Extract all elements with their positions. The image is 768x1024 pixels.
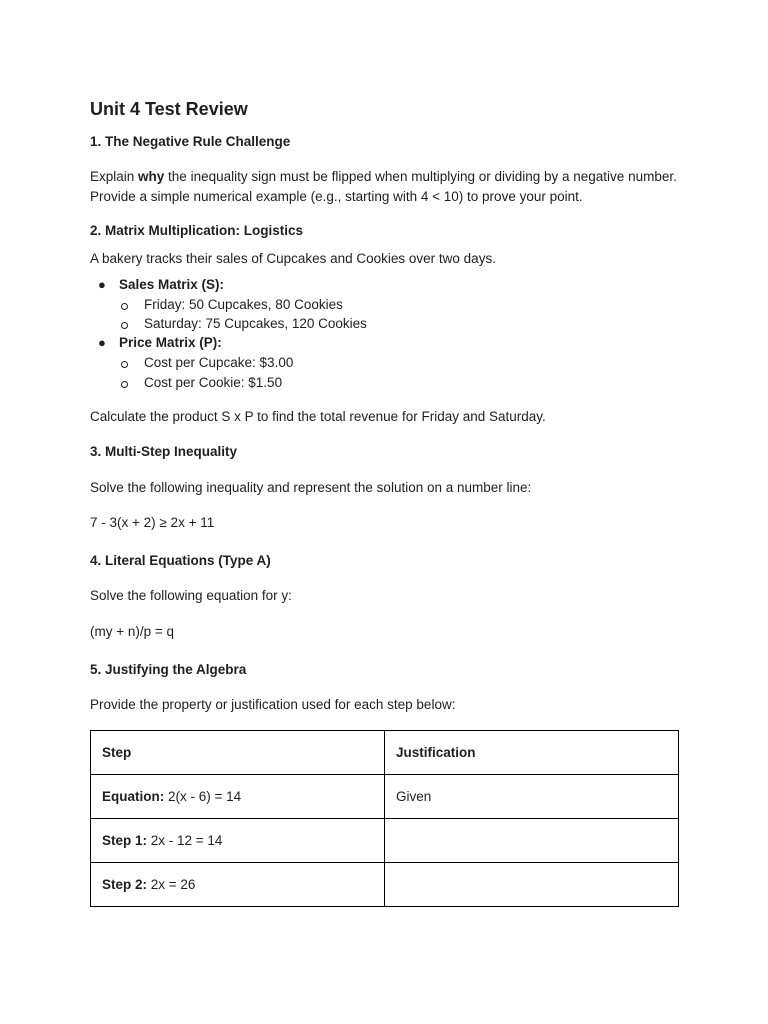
table-cell: Step 1: 2x - 12 = 14 bbox=[91, 819, 385, 863]
q3-heading: 3. Multi-Step Inequality bbox=[90, 444, 238, 459]
table-cell bbox=[385, 819, 679, 863]
table-row bbox=[91, 863, 679, 907]
q5-instruction: Provide the property or justification used for each step below: bbox=[90, 697, 456, 712]
circle-bullet-icon bbox=[121, 361, 128, 368]
q4-equation: (my + n)/p = q bbox=[90, 624, 175, 639]
bullet-icon: ● bbox=[98, 335, 106, 350]
table-row bbox=[91, 775, 679, 819]
q4-heading: 4. Literal Equations (Type A) bbox=[90, 553, 271, 568]
q2-heading: 2. Matrix Multiplication: Logistics bbox=[90, 223, 304, 238]
q3-instruction: Solve the following inequality and represent the solution on a number line: bbox=[90, 480, 532, 495]
circle-bullet-icon bbox=[121, 303, 128, 310]
page-title: Unit 4 Test Review bbox=[90, 99, 248, 119]
table-header-row bbox=[91, 731, 679, 775]
table-cell: Equation: 2(x - 6) = 14 bbox=[91, 775, 385, 819]
table-header-cell: Justification bbox=[385, 731, 679, 775]
table-cell: Given bbox=[385, 775, 679, 819]
q4-instruction: Solve the following equation for y: bbox=[90, 588, 292, 603]
justification-table bbox=[90, 730, 679, 907]
q3-equation: 7 - 3(x + 2) ≥ 2x + 11 bbox=[90, 515, 215, 530]
bullet-icon: ● bbox=[98, 277, 106, 292]
q1-text: Explain why the inequality sign must be flipped when multiplying or dividing by a negative number. Provide a simple numerical example (e.g., starting with 4 < 10) to prove your point. bbox=[90, 169, 677, 204]
table-cell bbox=[385, 863, 679, 907]
circle-bullet-icon bbox=[121, 381, 128, 388]
q2-intro: A bakery tracks their sales of Cupcakes and Cookies over two days. bbox=[90, 251, 496, 266]
q2-task: Calculate the product S x P to find the total revenue for Friday and Saturday. bbox=[90, 409, 546, 424]
q1-heading: 1. The Negative Rule Challenge bbox=[90, 134, 291, 149]
q5-heading: 5. Justifying the Algebra bbox=[90, 662, 247, 677]
circle-bullet-icon bbox=[121, 322, 128, 329]
table-row bbox=[91, 819, 679, 863]
table-header-cell: Step bbox=[91, 731, 385, 775]
table-cell: Step 2: 2x = 26 bbox=[91, 863, 385, 907]
